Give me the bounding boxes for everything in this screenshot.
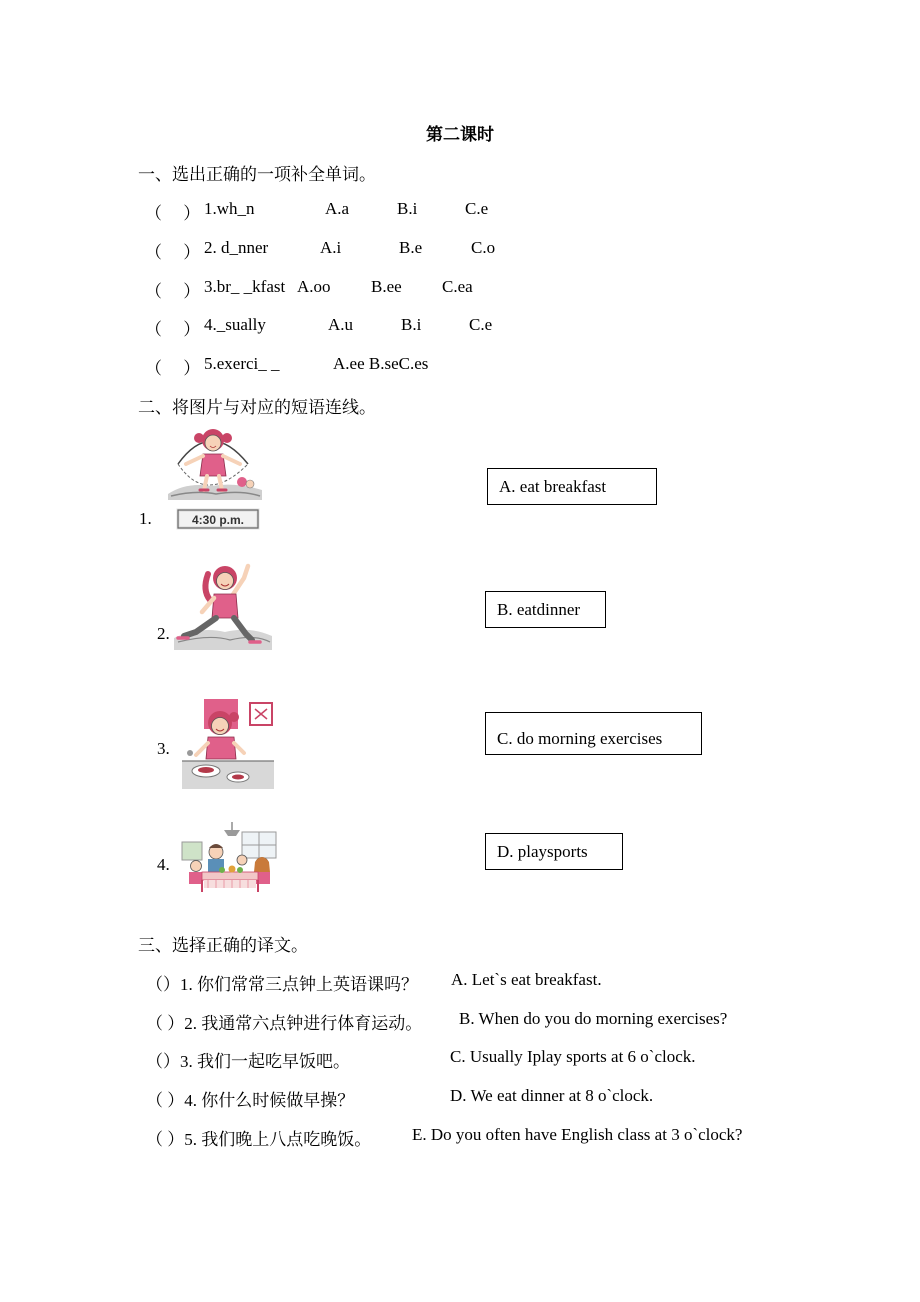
picture-number-2: 2.: [157, 624, 170, 643]
picture-number-3: 3.: [157, 739, 170, 758]
phrase-text: C. do morning exercises: [497, 728, 663, 748]
option-a: A.ee B.seC.es: [333, 354, 429, 373]
phrase-box-d[interactable]: [485, 833, 623, 870]
option-b: B.e: [399, 238, 423, 257]
option-c: C.o: [471, 238, 496, 257]
answer-paren[interactable]: （ ）: [145, 359, 201, 378]
answer-paren[interactable]: （ ）: [145, 320, 201, 339]
girl-jumping-rope-icon: [166, 424, 264, 532]
option-c: C.ea: [442, 277, 473, 296]
girl-eating-breakfast-icon: [178, 697, 278, 793]
phrase-text: A. eat breakfast: [499, 476, 607, 496]
page-title: 第二课时: [426, 125, 494, 144]
translation-option: E. Do you often have English class at 3 o`clock?: [412, 1125, 743, 1144]
question-word: 4._sually: [204, 315, 266, 334]
translation-option: A. Let`s eat breakfast.: [451, 970, 602, 989]
translation-option: B. When do you do morning exercises?: [459, 1009, 728, 1028]
phrase-box-a[interactable]: [487, 468, 657, 505]
translation-question[interactable]: （）3. 我们一起吃早饭吧。: [146, 1052, 350, 1071]
option-a: A.u: [328, 315, 354, 334]
answer-paren[interactable]: （ ）: [145, 204, 201, 223]
translation-question[interactable]: （ ）4. 你什么时候做早操？: [146, 1091, 355, 1110]
translation-option: D. We eat dinner at 8 o`clock.: [450, 1086, 654, 1105]
girl-exercising-icon: [170, 560, 274, 656]
option-a: A.oo: [297, 277, 331, 296]
phrase-box-b[interactable]: [485, 591, 606, 628]
option-c: C.e: [465, 199, 489, 218]
option-b: B.i: [397, 199, 418, 218]
translation-question[interactable]: （）1. 你们常常三点钟上英语课吗？: [146, 975, 418, 994]
question-word: 3.br_ _kfast: [204, 277, 286, 296]
translation-question[interactable]: （ ）2. 我通常六点钟进行体育运动。: [146, 1014, 423, 1033]
option-b: B.ee: [371, 277, 402, 296]
question-word: 5.exerci_ _: [204, 354, 280, 373]
phrase-text: D. playsports: [497, 841, 588, 861]
answer-paren[interactable]: （ ）: [145, 243, 201, 262]
option-a: A.i: [320, 238, 342, 257]
option-c: C.e: [469, 315, 493, 334]
family-dinner-icon: [178, 822, 284, 896]
picture-number-4: 4.: [157, 855, 170, 874]
section2-heading: 二、将图片与对应的短语连线。: [138, 398, 376, 417]
picture-number-1: 1.: [139, 509, 152, 528]
option-b: B.i: [401, 315, 422, 334]
question-word: 1.wh_n: [204, 199, 255, 218]
phrase-text: B. eatdinner: [497, 599, 581, 619]
answer-paren[interactable]: （ ）: [145, 282, 201, 301]
option-a: A.a: [325, 199, 350, 218]
section3-heading: 三、选择正确的译文。: [138, 936, 308, 955]
section1-heading: 一、选出正确的一项补全单词。: [138, 165, 376, 184]
time-label: 4:30 p.m.: [191, 513, 245, 527]
phrase-box-c[interactable]: [485, 712, 702, 755]
translation-question[interactable]: （ ）5. 我们晚上八点吃晚饭。: [146, 1130, 372, 1149]
translation-option: C. Usually Iplay sports at 6 o`clock.: [450, 1047, 696, 1066]
question-word: 2. d_nner: [204, 238, 269, 257]
